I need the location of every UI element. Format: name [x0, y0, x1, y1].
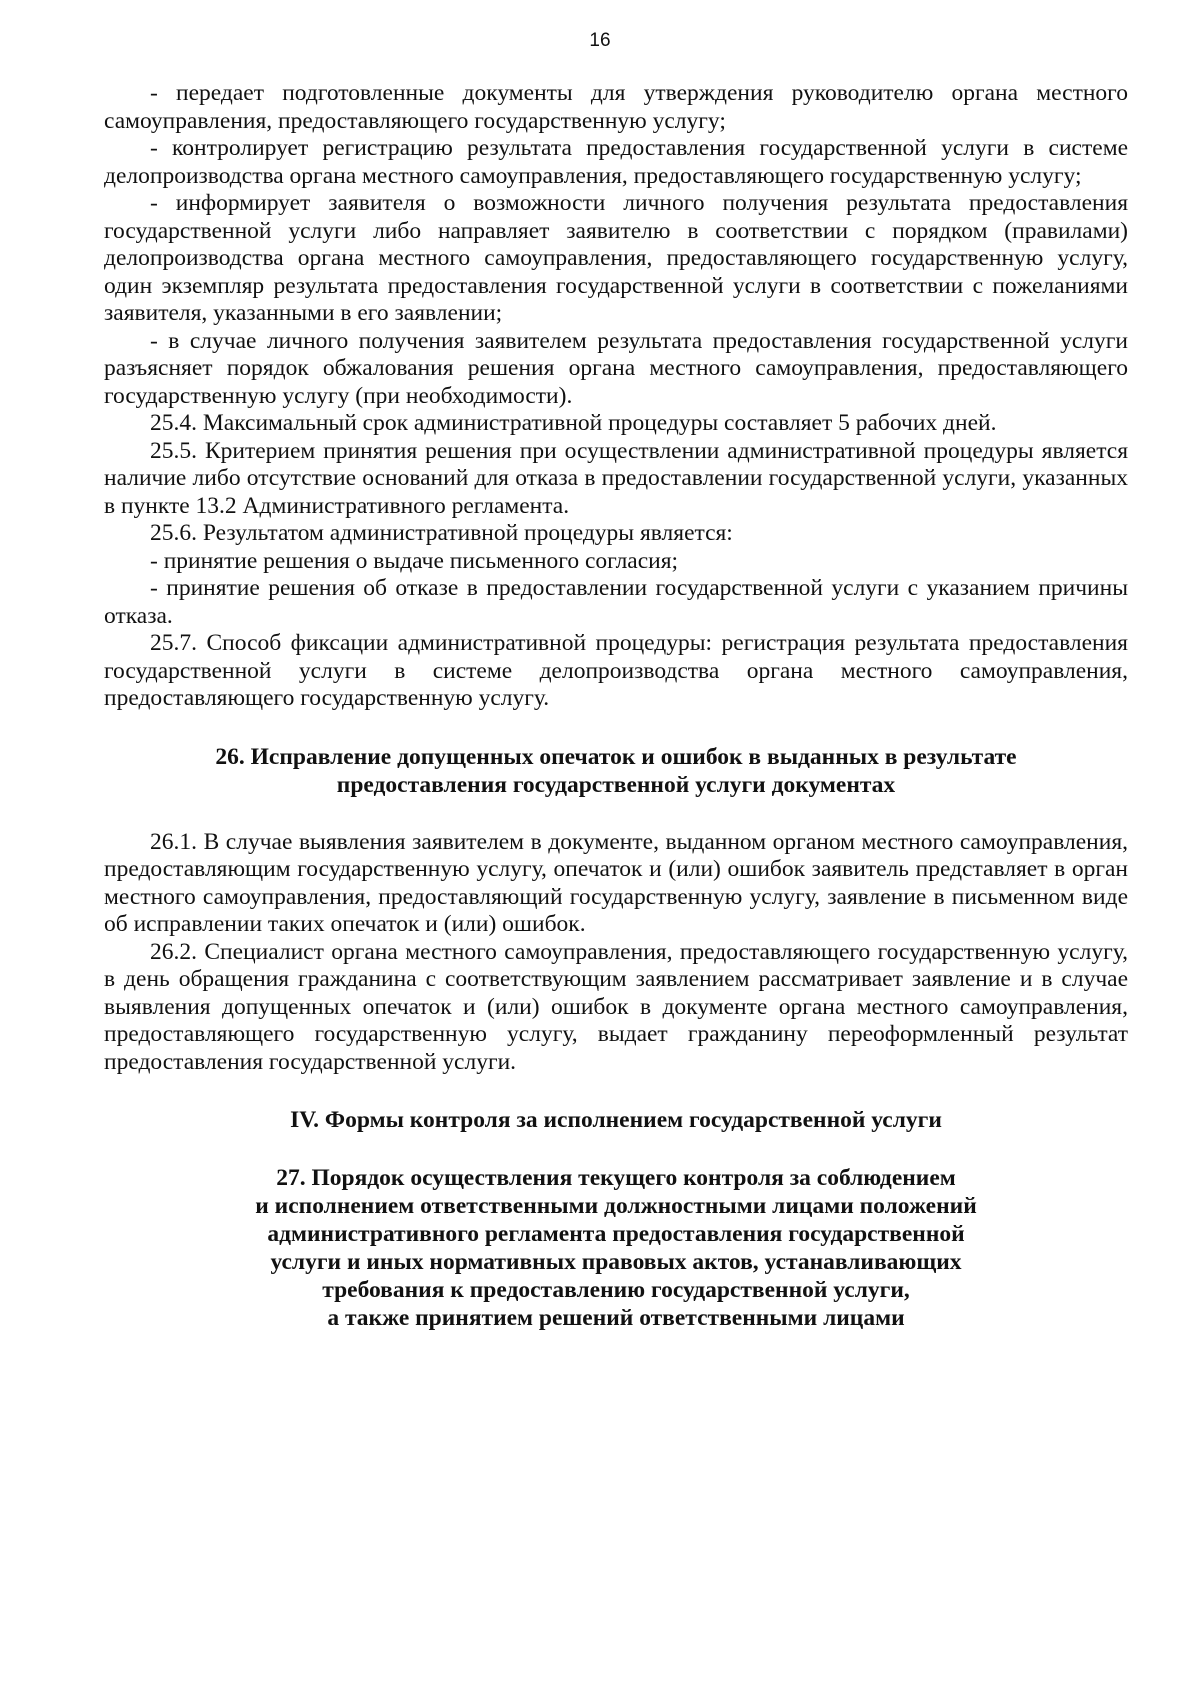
heading-line: а также принятием решений ответственными лицами [327, 1305, 905, 1331]
heading-line: административного регламента предоставления государственной [267, 1221, 965, 1247]
paragraph: 25.7. Способ фиксации административной процедуры: регистрация результата предоставления государственной услуги в системе делопроизводства органа местного самоуправления, предоставляющего государственную услугу. [104, 630, 1128, 711]
page-number: 16 [589, 30, 611, 51]
paragraph: 25.4. Максимальный срок административной процедуры составляет 5 рабочих дней. [150, 410, 997, 436]
heading-line: требования к предоставлению государственной услуги, [322, 1277, 910, 1303]
paragraph: - в случае личного получения заявителем результата предоставления государственной услуги разъясняет порядок обжалования решения органа местного самоуправления, предоставляющего государственную услугу (при необходимости). [104, 327, 1128, 409]
document-body [104, 80, 1128, 1332]
heading-line: 26. Исправление допущенных опечаток и ошибок в выданных в результате [215, 743, 1017, 770]
paragraph: - контролирует регистрацию результата предоставления государственной услуги в системе делопроизводства органа местного самоуправления, предоставляющего государственную услугу; [104, 135, 1128, 189]
paragraph: - принятие решения об отказе в предоставлении государственной услуги с указанием причины отказа. [104, 575, 1128, 629]
heading-line: и исполнением ответственными должностными лицами положений [255, 1193, 977, 1219]
heading-line: IV. Формы контроля за исполнением государственной услуги [290, 1107, 942, 1133]
section-iv-heading [104, 1106, 1128, 1134]
section-27-heading [104, 1164, 1128, 1332]
paragraph: 25.6. Результатом административной процедуры является: [150, 520, 733, 546]
paragraph: - передает подготовленные документы для утверждения руководителю органа местного самоуправления, предоставляющего государственную услугу; [104, 80, 1128, 134]
paragraph: - принятие решения о выдаче письменного согласия; [150, 547, 679, 574]
paragraph: 26.1. В случае выявления заявителем в документе, выданном органом местного самоуправления, предоставляющим государственную услугу, опечаток и (или) ошибок заявитель представляет в орган местного самоуправления, предоставляющий государственную услугу, заявление в письменном виде об исправлении таких опечаток и (или) ошибок. [104, 828, 1128, 937]
section-26-heading [104, 743, 1128, 799]
paragraph: 25.5. Критерием принятия решения при осуществлении административной процедуры является наличие либо отсутствие оснований для отказа в предоставлении государственной услуги, указанных в пункте 13.2 Административного регламента. [104, 437, 1128, 519]
heading-line: услуги и иных нормативных правовых актов, устанавливающих [270, 1249, 962, 1275]
heading-line: 27. Порядок осуществления текущего контроля за соблюдением [276, 1165, 956, 1191]
paragraph: 26.2. Специалист органа местного самоуправления, предоставляющего государственную услугу, в день обращения гражданина с соответствующим заявлением рассматривает заявление и в случае выявления допущенных опечаток и (или) ошибок в документе органа местного самоуправления, предоставляющего государственную услугу, выдает гражданину переоформленный результат предоставления государственной услуги. [104, 938, 1128, 1075]
paragraph: - информирует заявителя о возможности личного получения результата предоставления государственной услуги либо направляет заявителю в соответствии с порядком (правилами) делопроизводства органа местного самоуправления, предоставляющего государственную услугу, один экземпляр результата предоставления государственной услуги в соответствии с пожеланиями заявителя, указанными в его заявлении; [104, 190, 1128, 326]
heading-line: предоставления государственной услуги документах [336, 771, 896, 798]
